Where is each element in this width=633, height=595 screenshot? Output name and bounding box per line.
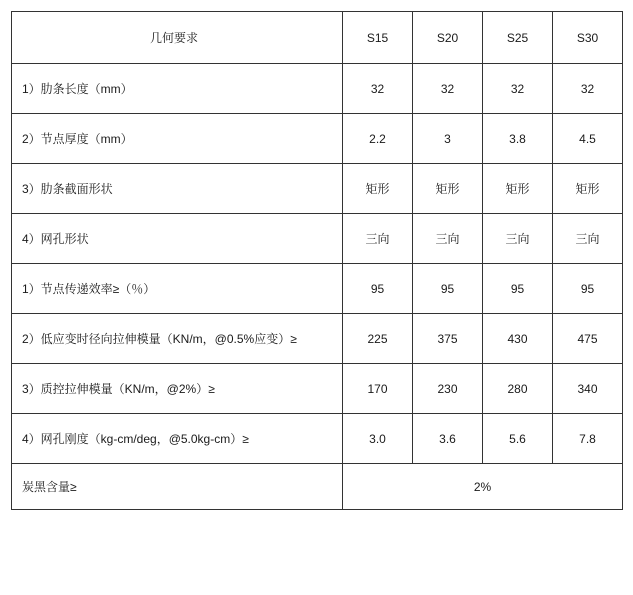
- row-requirement: 3）肋条截面形状: [12, 164, 343, 214]
- row-value-s20: 230: [413, 364, 483, 414]
- row-value-s15: 矩形: [343, 164, 413, 214]
- row-value-s30: 三向: [553, 214, 623, 264]
- row-value-s15: 3.0: [343, 414, 413, 464]
- table-row: [12, 264, 623, 314]
- row-value-s20: 3.6: [413, 414, 483, 464]
- row-requirement: 1）节点传递效率≥（％）: [12, 264, 343, 314]
- row-value-s25: 3.8: [483, 114, 553, 164]
- header-cell-s15: S15: [343, 12, 413, 64]
- row-value-s25: 三向: [483, 214, 553, 264]
- row-requirement: 3）质控拉伸模量（KN/m，@2%）≥: [12, 364, 343, 414]
- row-value-s20: 矩形: [413, 164, 483, 214]
- table-row: [12, 364, 623, 414]
- table-row: [12, 214, 623, 264]
- row-value-s25: 32: [483, 64, 553, 114]
- row-requirement: 2）节点厚度（mm）: [12, 114, 343, 164]
- table-header-row: [12, 12, 623, 64]
- footer-requirement: 炭黑含量≥: [12, 464, 343, 510]
- row-requirement: 1）肋条长度（mm）: [12, 64, 343, 114]
- header-cell-requirement: 几何要求: [12, 12, 343, 64]
- footer-value: 2%: [343, 464, 623, 510]
- row-value-s20: 三向: [413, 214, 483, 264]
- row-requirement: 4）网孔刚度（kg-cm/deg，@5.0kg-cm）≥: [12, 414, 343, 464]
- table-row: [12, 164, 623, 214]
- row-value-s15: 三向: [343, 214, 413, 264]
- header-cell-s30: S30: [553, 12, 623, 64]
- row-value-s15: 2.2: [343, 114, 413, 164]
- row-value-s30: 95: [553, 264, 623, 314]
- row-value-s30: 矩形: [553, 164, 623, 214]
- row-requirement: 4）网孔形状: [12, 214, 343, 264]
- row-value-s20: 375: [413, 314, 483, 364]
- row-value-s30: 32: [553, 64, 623, 114]
- row-value-s25: 430: [483, 314, 553, 364]
- table-row: [12, 64, 623, 114]
- row-value-s30: 4.5: [553, 114, 623, 164]
- table-row: [12, 414, 623, 464]
- row-value-s30: 340: [553, 364, 623, 414]
- row-value-s25: 280: [483, 364, 553, 414]
- row-value-s25: 矩形: [483, 164, 553, 214]
- table-footer-row: [12, 464, 623, 510]
- row-value-s15: 95: [343, 264, 413, 314]
- row-value-s15: 225: [343, 314, 413, 364]
- specification-table: [11, 11, 623, 510]
- row-requirement: 2）低应变时径向拉伸模量（KN/m，@0.5%应变）≥: [12, 314, 343, 364]
- row-value-s30: 7.8: [553, 414, 623, 464]
- row-value-s20: 95: [413, 264, 483, 314]
- row-value-s25: 95: [483, 264, 553, 314]
- table-row: [12, 114, 623, 164]
- row-value-s15: 170: [343, 364, 413, 414]
- row-value-s20: 32: [413, 64, 483, 114]
- row-value-s15: 32: [343, 64, 413, 114]
- table-row: [12, 314, 623, 364]
- row-value-s30: 475: [553, 314, 623, 364]
- header-cell-s20: S20: [413, 12, 483, 64]
- row-value-s25: 5.6: [483, 414, 553, 464]
- header-cell-s25: S25: [483, 12, 553, 64]
- row-value-s20: 3: [413, 114, 483, 164]
